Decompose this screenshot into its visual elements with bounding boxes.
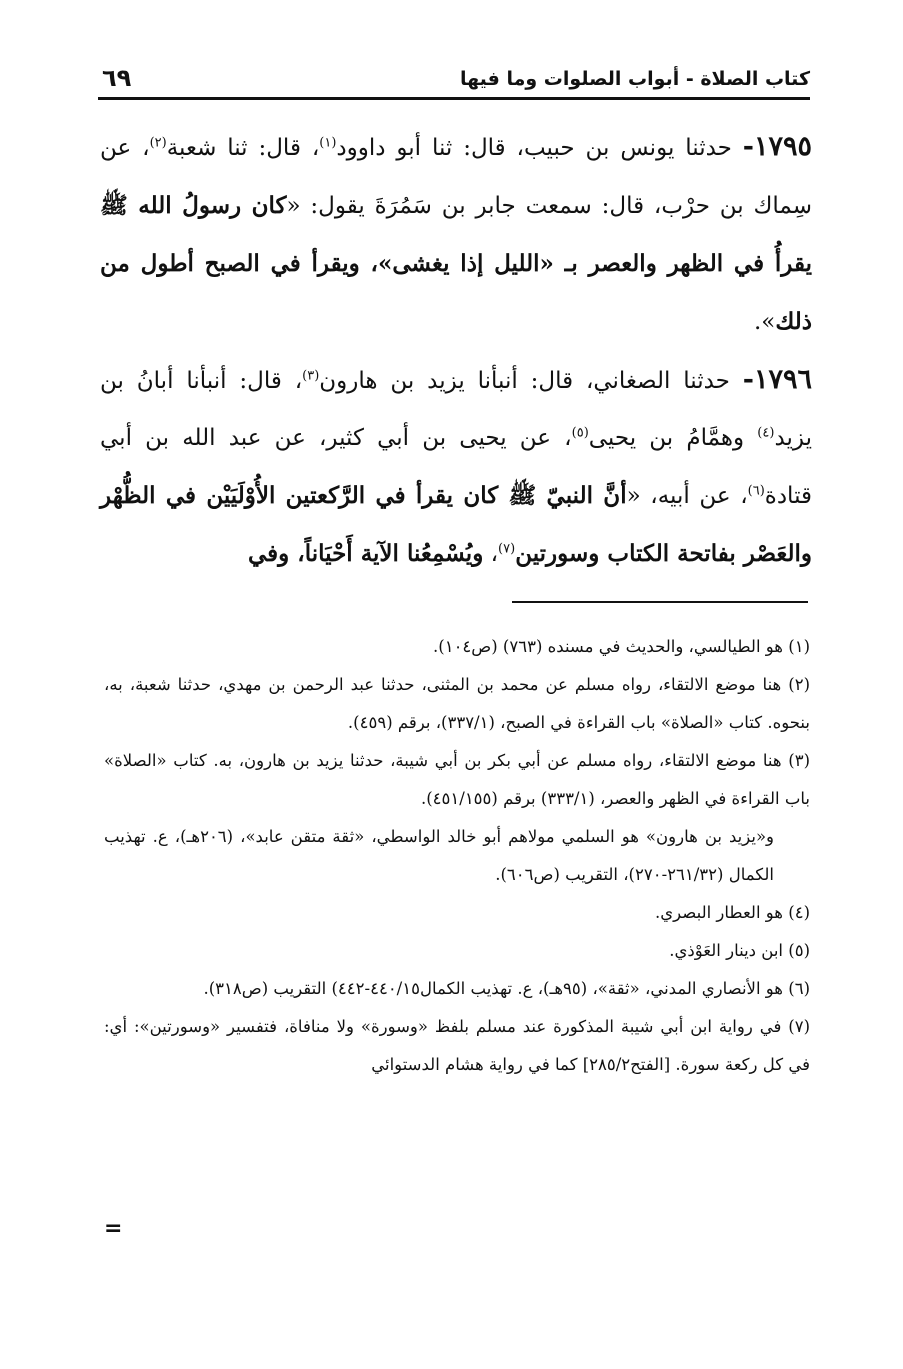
hadith-text: ، عن سِماك بن حرْب، قال: سمعت جابر بن سَمُرَةَ يقول: «: [100, 135, 812, 219]
footnote-ref: (٣): [302, 368, 320, 384]
hadith-text: ، قال: ثنا شعبة: [166, 135, 320, 161]
hadith-text: ، عن يحيى بن أبي كثير، عن عبد الله بن أبي قتادة: [100, 425, 813, 509]
hadith-text: ، قال: أنبأنا أبانُ بن يزيد: [100, 368, 813, 451]
footnote-3-continued: و«يزيد بن هارون» هو السلمي مولاهم أبو خالد الواسطي، «ثقة متقن عابد»، (٢٠٦هـ)، ع. تهذيب الكمال (٢٦١/٣٢-٢٧٠)، التقريب (ص٦٠٦).: [104, 827, 775, 884]
footnote-1: (١) هو الطيالسي، والحديث في مسنده (٧٦٣) (ص١٠٤).: [433, 637, 810, 656]
hadith-text: حدثنا الصغاني، قال: أنبأنا يزيد بن هارون: [319, 368, 743, 394]
hadith-text: ، عن أبيه، «: [626, 483, 748, 509]
footnote-ref: (٧): [498, 541, 516, 557]
footnote-5: (٥) ابن دينار العَوْذي.: [669, 941, 810, 960]
header-title: كتاب الصلاة - أبواب الصلوات وما فيها: [459, 68, 810, 90]
running-header: [98, 62, 810, 98]
footnote-4: (٤) هو العطار البصري.: [655, 903, 810, 922]
page-number: ٦٩: [102, 64, 132, 92]
hadith-1795: [100, 118, 812, 351]
footnote-2: (٢) هنا موضع الالتقاء، رواه مسلم عن محمد بن المثنى، حدثنا عبد الرحمن بن مهدي، حدثنا شعبة، به، بنحوه. كتاب «الصلاة» باب القراءة في الصبح، (٣٣٧/١)، برقم (٤٥٩).: [104, 675, 810, 732]
footnote-6: (٦) هو الأنصاري المدني، «ثقة»، (٩٥هـ)، ع. تهذيب الكمال٤٤٠/١٥-٤٤٢) التقريب (ص٣١٨).: [203, 979, 810, 998]
footnote-ref: (٢): [149, 135, 167, 151]
hadith-matn: كان رسولُ الله ﷺ يقرأُ في الظهر والعصر بـ «الليل إذا يغشى»، ويقرأ في الصبح أطول من ذلك: [100, 192, 812, 335]
continuation-mark: =: [104, 1216, 123, 1241]
hadith-text: حدثنا يونس بن حبيب، قال: ثنا أبو داوود: [336, 135, 743, 161]
footnote-3: (٣) هنا موضع الالتقاء، رواه مسلم عن أبي بكر بن أبي شيبة، حدثنا يزيد بن هارون، به. كتاب «الصلاة» باب القراءة في الظهر والعصر، (٣٣٣/١) برقم (٤٥١/١٥٥).: [104, 751, 810, 808]
footnote-ref: (٤): [757, 425, 775, 441]
hadith-text: ،: [483, 541, 499, 567]
header-rule: [98, 97, 810, 100]
hadith-matn: ويُسْمِعُنا الآية أَحْيَاناً، وفي: [248, 540, 484, 567]
footnote-separator: [512, 601, 808, 603]
footnote-ref: (٦): [747, 483, 765, 499]
hadith-number: ١٧٩٥-: [742, 131, 813, 162]
hadith-text: ».: [753, 309, 776, 335]
hadith-number: ١٧٩٦-: [742, 364, 812, 395]
hadith-matn: أنَّ النبيّ ﷺ كان يقرأ في الرَّكعتين الأُوْلَيَيْن في الظُّهْر والعَصْر بفاتحة الكتاب وسورتين: [100, 482, 812, 567]
footnotes: [104, 628, 810, 1084]
footnote-7: (٧) في رواية ابن أبي شيبة المذكورة عند مسلم بلفظ «وسورة» ولا منافاة، فتفسير «وسورتين»: أي: في كل ركعة سورة. [الفتح٢٨٥/٢] كما في رواية هشام الدستوائي: [104, 1017, 810, 1074]
main-text: [100, 118, 812, 583]
hadith-text: وهمَّامُ بن يحيى: [588, 425, 758, 451]
footnote-ref: (١): [319, 135, 337, 151]
hadith-1796: [100, 351, 812, 583]
footnote-ref: (٥): [571, 425, 589, 441]
